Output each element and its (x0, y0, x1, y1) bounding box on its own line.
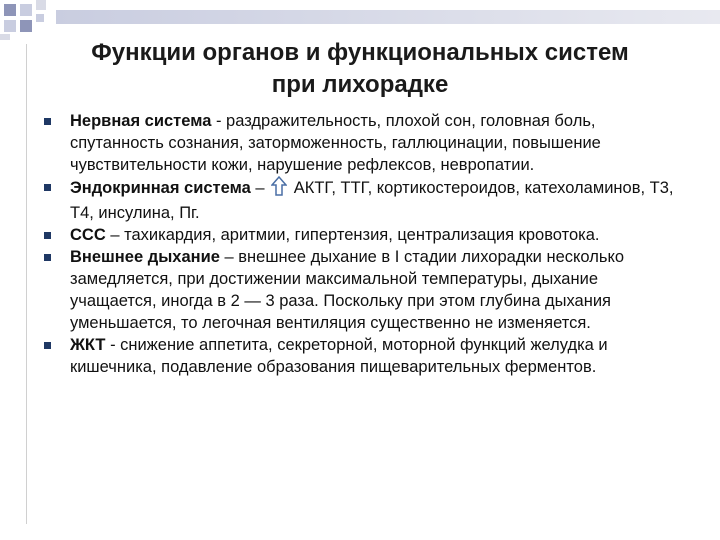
slide-title-line-2: при лихорадке (271, 71, 449, 98)
bullet-term: Внешнее дыхание (70, 248, 220, 266)
list-item (44, 176, 684, 224)
list-item (44, 110, 684, 176)
corner-decoration (0, 0, 720, 40)
bullet-text: - снижение аппетита, секреторной, моторной функций желудка и кишечника, подавление образования пищеварительных ферментов. (70, 336, 608, 376)
bullet-text: - раздражительность, плохой сон, головная боль, спутанность сознания, заторможенность, галлюцинации, повышение чувствительности кожи, нарушение рефлексов, невропатии. (70, 112, 601, 174)
left-divider (26, 44, 27, 524)
bullet-list (44, 110, 684, 378)
list-item (44, 224, 684, 246)
bullet-text: – внешнее дыхание в I стадии лихорадки несколько замедляется, при достижении максимальной температуры, дыхание учащается, иногда в 2 — 3 раза. Поскольку при этом глубина дыхания уменьшается, то легочная вентиляция существенно не изменяется. (70, 248, 625, 332)
list-item (44, 334, 684, 378)
bullet-marker (44, 118, 51, 125)
bullet-text: АКТГ, ТТГ, кортикостероидов, катехоламинов, Т3, Т4, инсулина, Пг. (70, 179, 674, 222)
bullet-marker (44, 184, 51, 191)
bullet-text-prefix: – (250, 179, 270, 197)
bullet-term: ССС (70, 226, 106, 244)
bullet-marker (44, 232, 51, 239)
bullet-term: Нервная система (70, 112, 212, 130)
slide-title-line-1: Функции органов и функциональных систем (91, 39, 629, 66)
bullet-text: – тахикардия, аритмии, гипертензия, централизация кровотока. (105, 226, 600, 244)
bullet-term: ЖКТ (70, 336, 106, 354)
bullet-marker (44, 342, 51, 349)
bullet-marker (44, 254, 51, 261)
list-item (44, 246, 684, 334)
arrow-up-icon (271, 176, 287, 202)
bullet-term: Эндокринная система (70, 179, 251, 197)
